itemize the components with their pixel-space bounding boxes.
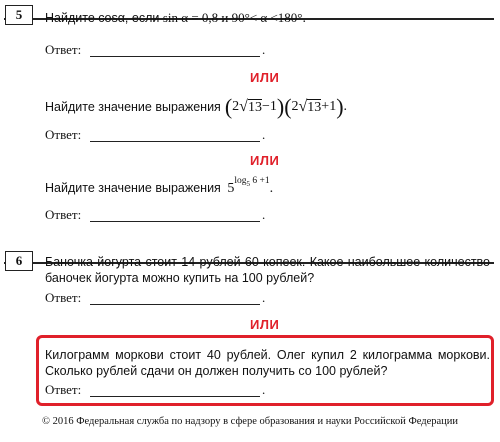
task5-q3-prefix: Найдите значение выражения: [45, 181, 221, 195]
task6-q2: [45, 347, 490, 379]
task5-q3-exp-log: log: [234, 176, 247, 186]
task6-answer-field-1[interactable]: [90, 304, 260, 305]
task6-q1-line1: Баночка йогурта стоит 14 рублей 60 копеек. Какое наибольшее количество: [45, 255, 490, 269]
task5-q2: Найдите значение выражения ( 2 √ 13 −1 ) ( 2 √ 13 +1 ) .: [45, 94, 348, 119]
task5-answer-dot-2: .: [262, 127, 266, 142]
task6-q1: [45, 254, 490, 286]
task5-q1-prefix: Найдите cosα, если: [45, 11, 160, 25]
task5-answer-label-1: Ответ:: [45, 42, 82, 57]
task5-q3-base: 5: [227, 181, 235, 196]
task5-q2-coef-b: 2: [291, 99, 299, 114]
task6-answer-dot-1: .: [262, 290, 266, 305]
task5-q2-plus: +1: [321, 99, 337, 114]
task6-answer-field-2[interactable]: [90, 396, 260, 397]
task6-q1-line2: баночек йогурта можно купить на 100 рублей?: [45, 271, 315, 285]
task5-answer-field-1[interactable]: [90, 56, 260, 57]
task6-q2-line1: Килограмм моркови стоит 40 рублей. Олег купил 2 килограмма моркови.: [45, 348, 490, 362]
task5-q2-radicand-a: 13: [247, 99, 262, 115]
task6-answer-dot-2: .: [262, 382, 266, 397]
task5-q2-coef-a: 2: [232, 99, 240, 114]
task6-answer-label-2: Ответ:: [45, 382, 82, 397]
or-label-1: ИЛИ: [250, 70, 280, 85]
task5-number: 5: [5, 5, 33, 25]
task5-answer-field-3[interactable]: [90, 221, 260, 222]
task5-q3-exp-base: 5: [246, 179, 250, 188]
or-label-3: ИЛИ: [250, 317, 280, 332]
task5-q1: Найдите cosα, если sin α = 0,8 и 90°< α <180°.: [45, 10, 306, 26]
task5-q2-radicand-b: 13: [307, 99, 322, 115]
task5-q1-condition: sin α = 0,8 и 90°< α <180°: [162, 10, 303, 25]
task5-answer-label-3: Ответ:: [45, 207, 82, 222]
task6-answer-label-1: Ответ:: [45, 290, 82, 305]
or-label-2: ИЛИ: [250, 153, 280, 168]
task5-q2-minus: −1: [261, 99, 277, 114]
task5-answer-dot-1: .: [262, 42, 266, 57]
footer-copyright: © 2016 Федеральная служба по надзору в сфере образования и науки Российской Федерации: [41, 416, 459, 427]
task5-q2-prefix: Найдите значение выражения: [45, 100, 221, 114]
task5-q3-exp-rest: 6 +1: [252, 176, 270, 186]
task5-answer-dot-3: .: [262, 207, 266, 222]
task6-number: 6: [5, 251, 33, 271]
task5-q3: Найдите значение выражения $5^{log_5 6 +1}$.: [45, 176, 274, 196]
task5-answer-label-2: Ответ:: [45, 127, 82, 142]
task5-answer-field-2[interactable]: [90, 141, 260, 142]
task6-q2-line2: Сколько рублей сдачи он должен получить со 100 рублей?: [45, 364, 388, 378]
